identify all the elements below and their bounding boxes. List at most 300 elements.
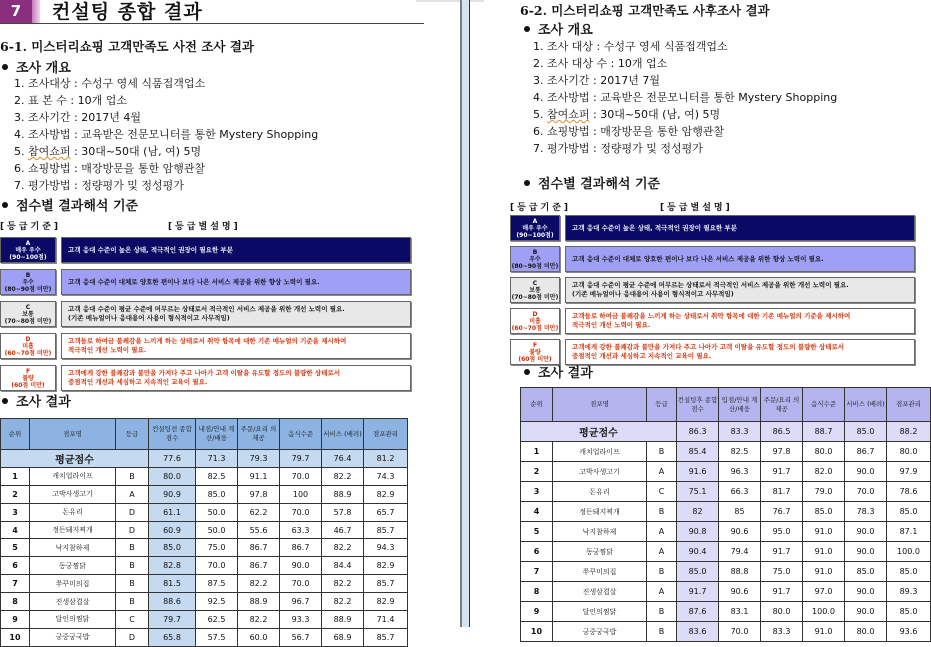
section-title-pre: 6-1. 미스터리쇼핑 고객만족도 사전 조사 결과 (0, 39, 254, 54)
grade-desc-line2: 중점적인 개선과 세심하고 지속적인 교육이 필요. (68, 378, 208, 386)
grade-desc-line2: (기존 매뉴얼이나 응대용어 사용이 형식적이고 사무적임) (572, 290, 734, 298)
overview-item-key: 조사기간 (28, 111, 71, 124)
results-heading-text: 조사 결과 (538, 366, 593, 381)
average-row (521, 422, 931, 442)
rank-cell: 2 (521, 462, 553, 482)
score-cell: 82.2 (322, 539, 364, 557)
grade-letter: F (532, 342, 538, 349)
legend-grade-box (510, 308, 560, 334)
overview-list-post (533, 38, 837, 157)
overview-heading-pre (2, 57, 71, 76)
score-cell: 86.7 (845, 442, 887, 462)
legend-grade-box (510, 277, 560, 303)
results-table-pre (0, 418, 408, 647)
overview-item (14, 143, 318, 160)
results-heading-post (524, 362, 593, 381)
overview-item (533, 55, 837, 72)
grade-range: (60~70점 미만) (4, 350, 52, 357)
table-row (521, 562, 931, 582)
rank-cell: 7 (1, 575, 30, 593)
score-cell: 74.3 (364, 467, 408, 485)
total-score-cell: 90.4 (677, 542, 719, 562)
score-cell: 100.0 (803, 602, 845, 622)
total-score-cell: 75.1 (677, 482, 719, 502)
score-cell: 68.9 (322, 628, 364, 646)
score-cell: 88.9 (322, 485, 364, 503)
score-cell: 82.2 (238, 611, 280, 629)
overview-item-number: 7. (14, 179, 25, 192)
grade-cell: A (647, 582, 677, 602)
score-cell: 85.0 (845, 562, 887, 582)
grade-desc-line2: 적극적인 개선 노력이 필요. (68, 346, 147, 354)
table-row (1, 628, 408, 646)
overview-item-number: 2. (533, 57, 544, 70)
column-header: 입점/안내 계산/배웅 (719, 388, 761, 422)
column-header: 등급 (647, 388, 677, 422)
grade-letter: D (25, 336, 31, 343)
score-cell: 82.9 (364, 557, 408, 575)
overview-item-key: 조사방법 (28, 128, 71, 141)
grade-cell: D (116, 628, 149, 646)
overview-item (14, 92, 318, 109)
bullet-icon (2, 202, 8, 208)
overview-item-key: 조사방법 (547, 91, 590, 104)
grade-label: 매우 우수 (15, 247, 41, 254)
store-name-cell: 캐치업라이프 (30, 467, 116, 485)
average-label: 평균점수 (521, 422, 677, 442)
total-score-cell: 80.0 (149, 467, 196, 485)
total-score-cell: 82 (677, 502, 719, 522)
total-score-cell: 83.6 (677, 622, 719, 642)
score-cell: 85.7 (364, 575, 408, 593)
legend-row-grade-f (0, 365, 412, 391)
score-cell: 79.0 (803, 482, 845, 502)
average-value: 76.4 (322, 450, 364, 468)
legend-row-grade-d (0, 333, 412, 359)
legend-head-grade: [등급기준] (0, 222, 62, 232)
table-row (521, 502, 931, 522)
column-header: 점포관리 (887, 388, 931, 422)
store-name-cell: 캐치업라이프 (553, 442, 647, 462)
column-header: 주문/요리 의 제공 (761, 388, 803, 422)
score-cell: 97.9 (887, 462, 931, 482)
total-score-cell: 87.6 (677, 602, 719, 622)
bullet-icon (524, 26, 530, 32)
bullet-icon (524, 180, 530, 186)
grade-range: (90~100점) (9, 254, 47, 261)
overview-item-number: 6. (533, 125, 544, 138)
score-cell: 85.0 (887, 502, 931, 522)
score-cell: 82.2 (238, 575, 280, 593)
score-cell: 88.9 (238, 593, 280, 611)
table-row (521, 462, 931, 482)
bullet-icon (2, 398, 8, 404)
overview-item-value: : 정량평가 및 정성평가 (589, 142, 703, 155)
overview-item-value: : 매장방문을 통한 암행관찰 (70, 162, 206, 175)
grade-label: 불량 (529, 349, 541, 356)
score-cell: 70.0 (280, 575, 322, 593)
column-header: 서비스 (배려) (845, 388, 887, 422)
grade-label: 보통 (22, 311, 34, 318)
score-cell: 82.9 (364, 593, 408, 611)
overview-item-value: : 매장방문을 통한 암행관찰 (589, 125, 725, 138)
table-row (521, 482, 931, 502)
total-score-cell: 82.8 (149, 557, 196, 575)
score-cell: 90.0 (845, 582, 887, 602)
score-cell: 85.0 (196, 485, 238, 503)
score-cell: 91.0 (803, 542, 845, 562)
table-row (521, 622, 931, 642)
overview-item-key: 평가방법 (547, 142, 590, 155)
overview-item (14, 160, 318, 177)
grade-cell: B (647, 622, 677, 642)
score-cell: 70.0 (280, 467, 322, 485)
grade-range: (60점 미만) (518, 356, 552, 363)
score-cell: 91.1 (238, 467, 280, 485)
legend-head-desc: [등급별설명] (660, 203, 733, 213)
grade-desc-line2: 중점적인 개선과 세심하고 지속적인 교육이 필요. (572, 352, 712, 360)
total-score-cell: 81.5 (149, 575, 196, 593)
legend-grade-box (0, 301, 56, 327)
chapter-stripe (32, 0, 40, 23)
column-header: 서비스 (배려) (322, 419, 364, 450)
rank-cell: 1 (521, 442, 553, 462)
score-cell: 81.7 (761, 482, 803, 502)
average-value: 83.3 (719, 422, 761, 442)
score-cell: 82.2 (322, 467, 364, 485)
score-cell: 78.6 (887, 482, 931, 502)
score-cell: 83.1 (719, 602, 761, 622)
grade-cell: D (116, 503, 149, 521)
grade-range: (60점 미만) (11, 382, 45, 389)
legend-row-grade-b (510, 246, 916, 272)
average-value: 79.3 (238, 450, 280, 468)
legend-desc-box (565, 339, 915, 365)
score-cell: 87.5 (196, 575, 238, 593)
overview-item-number: 5. (14, 145, 25, 158)
grade-desc-line1: 고객들로 하여금 불쾌감을 느끼게 하는 상태로서 취약 항목에 대한 기존 매뉴얼의 기준을 제시하여 (68, 337, 347, 345)
score-cell: 65.7 (364, 503, 408, 521)
overview-item-value: : 2017년 7월 (589, 74, 660, 87)
average-value: 71.3 (196, 450, 238, 468)
score-cell: 66.3 (719, 482, 761, 502)
store-name-cell: 진생삼겹살 (30, 593, 116, 611)
score-cell: 62.5 (196, 611, 238, 629)
column-header: 등급 (116, 419, 149, 450)
legend-desc-box (61, 237, 411, 263)
store-name-cell: 동궁찜닭 (30, 557, 116, 575)
rank-cell: 2 (1, 485, 30, 503)
score-cell: 91.0 (803, 562, 845, 582)
column-header: 점포관리 (364, 419, 408, 450)
overview-item (14, 126, 318, 143)
score-cell: 84.4 (322, 557, 364, 575)
store-name-cell: 진생삼겹살 (553, 582, 647, 602)
score-cell: 82.0 (803, 462, 845, 482)
table-row (521, 522, 931, 542)
rank-cell: 1 (1, 467, 30, 485)
overview-item (14, 177, 318, 194)
legend-desc-box (61, 301, 411, 327)
average-value: 79.7 (280, 450, 322, 468)
score-cell: 85.0 (887, 562, 931, 582)
grade-cell: B (116, 539, 149, 557)
rank-cell: 10 (521, 622, 553, 642)
rank-cell: 8 (521, 582, 553, 602)
score-cell: 82.2 (322, 593, 364, 611)
overview-item-value: : 정량평가 및 정성평가 (70, 179, 184, 192)
score-cell: 91.7 (761, 462, 803, 482)
score-cell: 82.5 (719, 442, 761, 462)
overview-item-key: 평가방법 (28, 179, 71, 192)
page-separator (460, 0, 470, 627)
criteria-heading-post (524, 173, 660, 192)
score-cell: 82.5 (196, 467, 238, 485)
column-header: 컨설팅후 종합점수 (677, 388, 719, 422)
overview-item-value: : 30대~50대 (남, 여) 5명 (70, 145, 202, 158)
rank-cell: 7 (521, 562, 553, 582)
score-cell: 82.9 (364, 485, 408, 503)
grade-cell: A (647, 462, 677, 482)
table-row (521, 582, 931, 602)
overview-item-value: : 수성구 영세 식품접객업소 (593, 40, 728, 53)
score-cell: 91.0 (803, 622, 845, 642)
overview-item-value: : 10개 업소 (66, 94, 127, 107)
score-cell: 82.2 (322, 575, 364, 593)
table-row (1, 611, 408, 629)
column-header: 점포명 (553, 388, 647, 422)
score-cell: 93.3 (280, 611, 322, 629)
score-cell: 75.0 (761, 562, 803, 582)
store-name-cell: 달인의찜닭 (30, 611, 116, 629)
overview-item (533, 72, 837, 89)
rank-cell: 9 (1, 611, 30, 629)
score-cell: 88.8 (719, 562, 761, 582)
legend-row-grade-c (510, 277, 916, 303)
total-score-cell: 90.9 (149, 485, 196, 503)
legend-row-grade-a (0, 237, 412, 263)
store-name-cell: 낙지참하제 (553, 522, 647, 542)
score-cell: 85 (719, 502, 761, 522)
grade-desc-line2: 적극적인 개선 노력이 필요. (572, 321, 651, 329)
column-header: 점포명 (30, 419, 116, 450)
grade-cell: C (116, 611, 149, 629)
score-cell: 97.8 (761, 442, 803, 462)
score-cell: 100 (280, 485, 322, 503)
legend-desc-box (61, 333, 411, 359)
bullet-icon (2, 64, 8, 70)
average-value: 85.0 (845, 422, 887, 442)
overview-item (14, 75, 318, 92)
score-cell: 57.5 (196, 628, 238, 646)
grade-letter: F (25, 368, 31, 375)
criteria-heading-text: 점수별 결과해석 기준 (16, 199, 139, 214)
grade-letter: C (532, 280, 538, 287)
page-left (0, 0, 462, 642)
table-row (1, 575, 408, 593)
rank-cell: 10 (1, 628, 30, 646)
overview-item-key: 조사 대상 (547, 40, 594, 53)
legend-grade-box (0, 237, 56, 263)
grade-letter: B (532, 249, 538, 256)
score-cell: 85.0 (887, 602, 931, 622)
score-cell: 96.3 (719, 462, 761, 482)
store-name-cell: 고박사생고기 (30, 485, 116, 503)
overview-item-key: 조사 대상 수 (547, 57, 608, 70)
store-name-cell: 정든돼지찌개 (30, 521, 116, 539)
criteria-heading-text: 점수별 결과해석 기준 (538, 177, 661, 192)
score-cell: 90.6 (719, 582, 761, 602)
total-score-cell: 85.4 (677, 442, 719, 462)
grade-desc-line2: (기존 매뉴얼이나 응대용어 사용이 형식적이고 사무적임) (68, 314, 230, 322)
score-cell: 46.7 (322, 521, 364, 539)
score-cell: 97.8 (238, 485, 280, 503)
store-name-cell: 달인의찜닭 (553, 602, 647, 622)
score-cell: 86.7 (238, 539, 280, 557)
overview-item-key: 쇼핑방법 (547, 125, 590, 138)
score-cell: 75.0 (196, 539, 238, 557)
overview-item (533, 89, 837, 106)
results-table-post (520, 387, 931, 642)
average-value: 86.5 (761, 422, 803, 442)
page-right (470, 0, 930, 636)
score-cell: 90.0 (845, 542, 887, 562)
score-cell: 78.3 (845, 502, 887, 522)
score-cell: 90.0 (845, 522, 887, 542)
rank-cell: 8 (1, 593, 30, 611)
overview-item-number: 3. (14, 111, 25, 124)
overview-item (533, 38, 837, 55)
grade-label: 미흡 (22, 343, 34, 350)
score-cell: 88.9 (322, 611, 364, 629)
legend-desc-box (565, 246, 915, 272)
score-cell: 87.1 (887, 522, 931, 542)
table-row (1, 521, 408, 539)
score-cell: 79.4 (719, 542, 761, 562)
column-header: 컨설팅전 종합점수 (149, 419, 196, 450)
grade-label: 불량 (22, 375, 34, 382)
grade-label: 보통 (529, 287, 541, 294)
grade-label: 매우 우수 (522, 225, 548, 232)
overview-item-key: 쇼핑방법 (28, 162, 71, 175)
table-row (1, 593, 408, 611)
overview-item-key: 참여쇼퍼 (28, 145, 71, 158)
overview-item (533, 106, 837, 123)
score-cell: 50.0 (196, 503, 238, 521)
average-value: 81.2 (364, 450, 408, 468)
score-cell: 80.0 (761, 602, 803, 622)
score-cell: 85.7 (364, 628, 408, 646)
score-cell: 86.7 (280, 539, 322, 557)
grade-cell: A (647, 542, 677, 562)
grade-desc-line1: 고객에게 강한 불쾌감과 불만을 가져다 주고 나아가 고객 이탈을 유도할 정도의 불량한 상태로서 (68, 369, 341, 377)
legend-grade-box (510, 215, 560, 241)
grade-cell: C (647, 482, 677, 502)
overview-item-number: 1. (14, 77, 25, 90)
total-score-cell: 90.8 (677, 522, 719, 542)
table-row (1, 557, 408, 575)
grade-desc-line1: 고객 응대 수준이 평균 수준에 머무르는 상태로서 적극적인 서비스 제공을 위한 개선 노력이 필요. (572, 281, 849, 289)
overview-item-number: 7. (533, 142, 544, 155)
grade-range: (60~70점 미만) (511, 325, 559, 332)
score-cell: 70.0 (280, 503, 322, 521)
score-cell: 63.3 (280, 521, 322, 539)
column-header: 음식수준 (803, 388, 845, 422)
rank-cell: 6 (1, 557, 30, 575)
grade-cell: B (116, 467, 149, 485)
grade-cell: B (116, 575, 149, 593)
score-cell: 83.3 (761, 622, 803, 642)
rank-cell: 6 (521, 542, 553, 562)
store-name-cell: 쭈꾸미의집 (553, 562, 647, 582)
score-cell: 55.6 (238, 521, 280, 539)
score-cell: 70.0 (719, 622, 761, 642)
page-corner-mark (470, 0, 484, 2)
overview-item-value: : 2017년 4월 (70, 111, 141, 124)
score-cell: 90.6 (719, 522, 761, 542)
grade-cell: D (116, 521, 149, 539)
overview-item (14, 109, 318, 126)
score-cell: 70.0 (845, 482, 887, 502)
score-cell: 90.0 (845, 462, 887, 482)
score-cell: 95.0 (761, 522, 803, 542)
legend-grade-box (0, 333, 56, 359)
legend-row-grade-b (0, 269, 412, 295)
legend-desc-box (61, 365, 411, 391)
grade-letter: A (532, 218, 538, 225)
average-value: 88.7 (803, 422, 845, 442)
table-header-row (1, 419, 408, 450)
legend-row-grade-d (510, 308, 916, 334)
score-cell: 80.0 (845, 622, 887, 642)
score-cell: 93.6 (887, 622, 931, 642)
overview-heading-text: 조사 개요 (16, 61, 71, 76)
store-name-cell: 낙지참하제 (30, 539, 116, 557)
table-row (1, 539, 408, 557)
grade-label: 우수 (22, 279, 34, 286)
total-score-cell: 91.7 (677, 582, 719, 602)
grade-letter: D (532, 311, 538, 318)
legend-desc-box (565, 277, 915, 303)
score-cell: 89.3 (887, 582, 931, 602)
table-row (521, 602, 931, 622)
grade-cell: A (116, 485, 149, 503)
rank-cell: 3 (521, 482, 553, 502)
score-cell: 91.7 (761, 582, 803, 602)
grade-range: (70~80점 미만) (4, 318, 52, 325)
score-cell: 56.7 (280, 628, 322, 646)
score-cell: 80.0 (887, 442, 931, 462)
overview-item-number: 5. (533, 108, 544, 121)
overview-item-key: 참여쇼퍼 (547, 108, 590, 121)
overview-item-number: 1. (533, 40, 544, 53)
overview-item-value: : 수성구 영세 식품접객업소 (70, 77, 206, 90)
grade-cell: B (647, 602, 677, 622)
store-name-cell: 돈유리 (30, 503, 116, 521)
grade-range: (70~80점 미만) (511, 294, 559, 301)
score-cell: 76.7 (761, 502, 803, 522)
rank-cell: 3 (1, 503, 30, 521)
store-name-cell: 돈유리 (553, 482, 647, 502)
grade-cell: B (647, 502, 677, 522)
grade-label: 우수 (529, 256, 541, 263)
overview-item-number: 4. (533, 91, 544, 104)
grade-desc-line1: 고객에게 강한 불쾌감과 불만을 가져다 주고 나아가 고객 이탈을 유도할 정도의 불량한 상태로서 (572, 343, 845, 351)
total-score-cell: 61.1 (149, 503, 196, 521)
store-name-cell: 궁중궁국밥 (30, 628, 116, 646)
grade-range: (80~90점 미만) (4, 286, 52, 293)
rank-cell: 9 (521, 602, 553, 622)
